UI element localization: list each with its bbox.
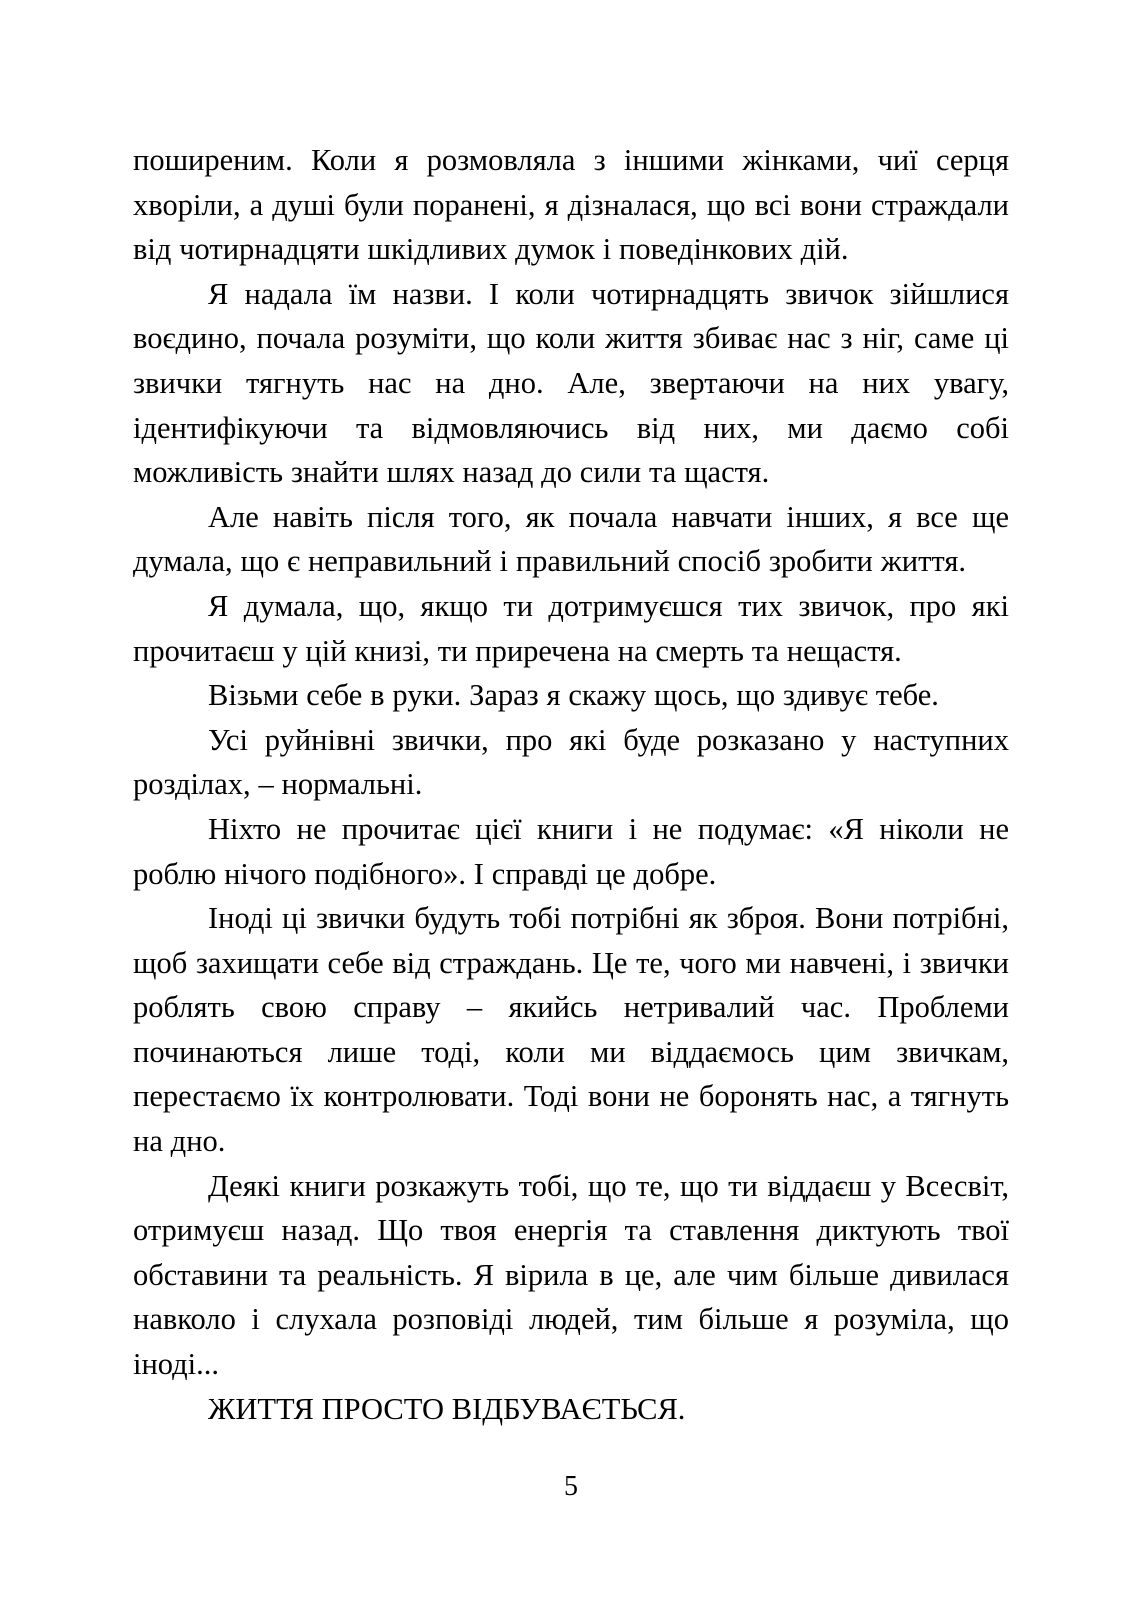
paragraph-2: Я надала їм назви. І коли чотирнадцять звичок зійшлися воєдино, почала розуміти, що коли життя збиває нас з ніг, саме ці звички тягнуть нас на дно. Але, звертаючи на них увагу, ідентифікуючи та відмовляючись від них, ми даємо собі можливість знайти шлях назад до сили та щастя. — [133, 276, 1009, 490]
paragraph-3: Але навіть після того, як почала навчати інших, я все ще думала, що є неправильний і правильний спосіб зробити життя. — [133, 499, 1009, 579]
page-number: 5 — [564, 1471, 578, 1502]
paragraph-9: Деякі книги розкажуть тобі, що те, що ти віддаєш у Всесвіт, отримуєш назад. Що твоя енергія та ставлення диктують твої обставини та реальність. Я вірила в це, але чим більше дивилася навколо і слухала розповіді людей, тим більше я розуміла, що іноді... — [133, 1168, 1009, 1382]
paragraph-1: поширеним. Коли я розмовляла з іншими жінками, чиї серця хворіли, а душі були поранені, я дізналася, що всі вони страждали від чотирнадцяти шкідливих думок і поведінкових дій. — [133, 143, 1009, 267]
paragraph-8: Іноді ці звички будуть тобі потрібні як зброя. Вони потрібні, щоб захищати себе від страждань. Це те, чого ми навчені, і звички роблять свою справу – якийсь нетривалий час. Проблеми починаються лише тоді, коли ми віддаємось цим звичкам, перестаємо їх контролювати. Тоді вони не боронять нас, а тягнуть на дно. — [133, 901, 1009, 1159]
body-text-block — [133, 138, 1009, 1431]
paragraph-6: Усі руйнівні звички, про які буде розказано у наступних розділах, – нормальні. — [133, 722, 1009, 802]
paragraph-4: Я думала, що, якщо ти дотримуєшся тих звичок, про які прочитаєш у цій книзі, ти приречена на смерть та нещастя. — [133, 588, 1009, 668]
paragraph-5: Візьми себе в руки. Зараз я скажу щось, що здивує тебе. — [208, 678, 939, 713]
paragraph-10-emphasis: ЖИТТЯ ПРОСТО ВІДБУВАЄТЬСЯ. — [208, 1391, 686, 1426]
paragraph-7: Ніхто не прочитає цієї книги і не подумає: «Я ніколи не роблю нічого подібного». І справді це добре. — [133, 811, 1009, 891]
